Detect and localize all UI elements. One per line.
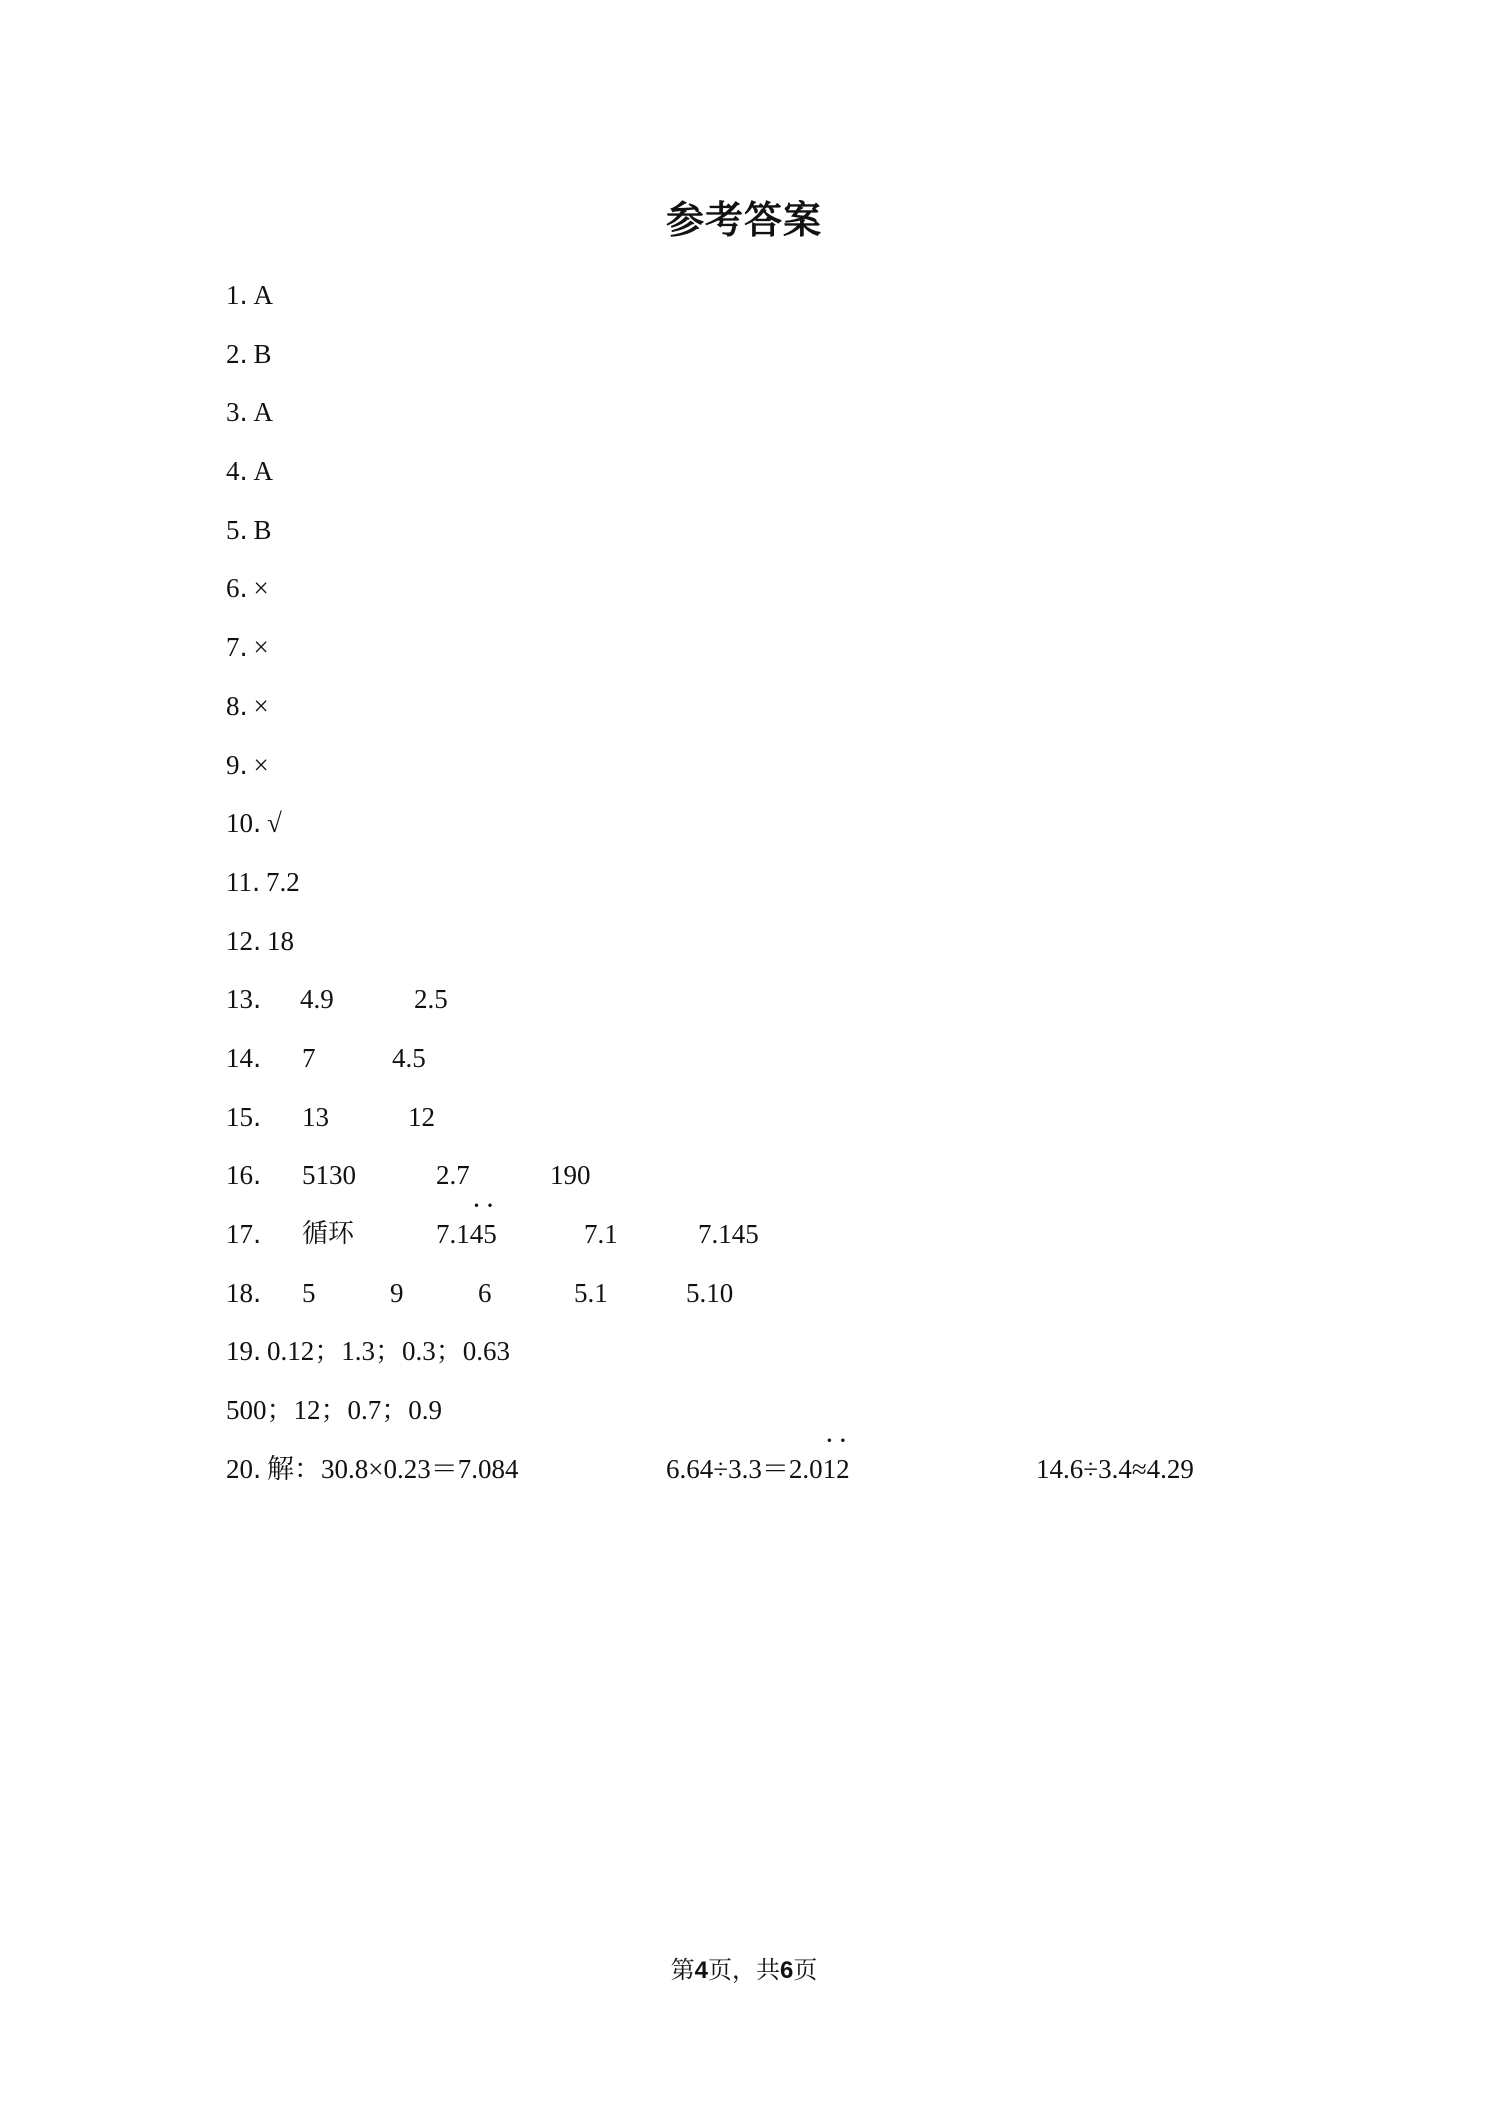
answer-value: 7.1 <box>584 1219 618 1249</box>
digit: . <box>449 1219 457 1249</box>
answer-value: × <box>253 573 269 604</box>
repeating-decimal-equation <box>666 1440 850 1499</box>
answer-item-13 <box>226 970 1376 1029</box>
answer-value: 解：30.8×0.23＝7.084 <box>267 1453 519 1484</box>
repeating-digit: 5 · <box>483 1205 497 1264</box>
answer-value: 6 <box>478 1277 492 1308</box>
answer-separator: . <box>252 867 261 898</box>
digit: 7 <box>436 1219 450 1249</box>
answer-item-2 <box>226 325 1376 384</box>
answer-separator: . <box>253 926 262 957</box>
answer-item-9 <box>226 736 1376 795</box>
answer-separator: . <box>239 457 248 488</box>
answer-separator: . <box>253 1337 262 1368</box>
answer-value: 4.9 <box>300 984 334 1015</box>
answer-separator: . <box>253 1278 262 1309</box>
answer-separator: . <box>253 809 262 840</box>
answer-separator: . <box>239 515 248 546</box>
answer-value: 5130 <box>302 1160 356 1191</box>
digit: 3 <box>728 1453 742 1484</box>
answer-item-3 <box>226 383 1376 442</box>
answer-item-1 <box>226 266 1376 325</box>
answer-item-5 <box>226 501 1376 560</box>
answer-value: 2.7 <box>436 1160 470 1191</box>
answer-number: 17 <box>226 1219 253 1249</box>
answer-value: 7.145 <box>698 1219 759 1249</box>
answer-separator: . <box>253 1454 262 1485</box>
answer-number: 8 <box>226 690 240 721</box>
digit: 4 <box>699 1453 714 1484</box>
answer-separator: . <box>239 750 248 781</box>
digit: . <box>741 1453 749 1484</box>
answer-number: 4 <box>226 456 240 487</box>
answer-item-17 <box>226 1205 1376 1264</box>
repeating-decimal <box>436 1205 497 1264</box>
answer-number: 16 <box>226 1160 253 1191</box>
answer-item-7 <box>226 618 1376 677</box>
answer-value: 7 <box>302 1042 316 1073</box>
answer-number: 10 <box>226 808 253 839</box>
page-footer <box>0 1952 1488 1989</box>
answer-value: 13 <box>302 1101 329 1132</box>
repeating-decimal-digits <box>666 1454 850 1484</box>
answer-separator: . <box>239 574 248 605</box>
answer-number: 14 <box>226 1042 253 1073</box>
answer-number: 2 <box>226 338 240 369</box>
answer-number: 13 <box>226 984 253 1015</box>
answer-item-15 <box>226 1088 1376 1147</box>
answer-item-14 <box>226 1029 1376 1088</box>
footer-prefix: 第 <box>670 1956 695 1984</box>
answer-separator: . <box>239 339 248 370</box>
answer-value: × <box>253 690 269 721</box>
page-title: 参考答案 <box>665 198 822 242</box>
digit: ＝ <box>761 1453 789 1484</box>
answer-number: 18 <box>226 1277 253 1308</box>
answer-value: 9 <box>390 1277 404 1308</box>
answer-number: 11 <box>226 866 252 897</box>
answer-number: 9 <box>226 749 240 780</box>
answer-value: 500；12；0.7；0.9 <box>226 1395 442 1426</box>
answer-value: A <box>253 280 273 310</box>
answer-item-10 <box>226 794 1376 853</box>
answer-number: 15 <box>226 1101 253 1132</box>
answer-value: A <box>253 397 273 428</box>
answer-value: B <box>253 338 272 369</box>
repeating-digit: 2 · <box>836 1440 850 1499</box>
digit: 3 <box>748 1453 762 1484</box>
answer-number: 1 <box>226 280 240 310</box>
answer-number: 12 <box>226 925 253 956</box>
digit: ÷ <box>713 1453 729 1484</box>
repeating-digit: 1 · <box>823 1440 837 1499</box>
answer-item-6 <box>226 559 1376 618</box>
answer-value: 190 <box>550 1160 591 1191</box>
answer-value: 5.1 <box>574 1277 608 1308</box>
footer-middle: 页，共 <box>708 1956 780 1984</box>
answer-value: 循环 <box>302 1219 355 1249</box>
answer-list <box>226 266 1376 1498</box>
answer-separator: . <box>239 691 248 722</box>
answer-number: 3 <box>226 397 240 428</box>
digit: 6 <box>686 1453 700 1484</box>
footer-total-pages: 6 <box>780 1957 794 1984</box>
answer-number: 6 <box>226 573 240 604</box>
answer-separator: . <box>253 1220 262 1250</box>
digit: . <box>802 1453 810 1484</box>
answer-item-8 <box>226 677 1376 736</box>
answer-value: √ <box>267 808 282 839</box>
answer-separator: . <box>253 1043 262 1074</box>
answer-value: 0.12；1.3；0.3；0.63 <box>267 1336 510 1367</box>
digit: 6 <box>666 1453 680 1484</box>
repeating-digit: 4 · <box>470 1205 484 1264</box>
answer-value: × <box>253 632 269 663</box>
digit: 1 <box>456 1219 470 1249</box>
answer-separator: . <box>253 1161 262 1192</box>
answer-item-19 <box>226 1322 1376 1381</box>
footer-page-number: 4 <box>694 1957 708 1984</box>
answer-value: B <box>253 514 272 545</box>
answer-value: 5.10 <box>686 1277 734 1308</box>
digit: 2 <box>788 1453 803 1484</box>
answer-value: 7.2 <box>266 866 300 897</box>
answer-value: 5 <box>302 1277 316 1308</box>
digit: 0 <box>809 1453 823 1484</box>
answer-item-18 <box>226 1264 1376 1323</box>
answer-number: 5 <box>226 514 240 545</box>
answer-separator: . <box>253 985 262 1016</box>
answer-value: 4.5 <box>392 1042 426 1073</box>
digit: . <box>679 1453 687 1484</box>
answer-number: 20 <box>226 1453 253 1484</box>
answer-number: 19 <box>226 1336 253 1367</box>
answer-item-20 <box>226 1440 1376 1499</box>
answer-item-4 <box>226 442 1376 501</box>
answer-value: 2.5 <box>414 984 448 1015</box>
answer-item-12 <box>226 912 1376 971</box>
answer-separator: . <box>239 398 248 429</box>
answer-value: 12 <box>408 1101 435 1132</box>
answer-number: 7 <box>226 632 240 663</box>
answer-value: 14.6÷3.4≈4.29 <box>1036 1453 1194 1484</box>
repeating-decimal-digits <box>436 1219 497 1249</box>
answer-item-11 <box>226 853 1376 912</box>
answer-value: A <box>253 456 273 487</box>
answer-separator: . <box>239 633 248 664</box>
answer-value: 18 <box>267 925 294 956</box>
footer-suffix: 页 <box>793 1956 818 1984</box>
answer-value: × <box>253 749 269 780</box>
answer-separator: . <box>239 281 248 311</box>
answer-item-19-continued <box>226 1381 1376 1440</box>
answer-separator: . <box>253 1102 262 1133</box>
answer-item-16 <box>226 1146 1376 1205</box>
